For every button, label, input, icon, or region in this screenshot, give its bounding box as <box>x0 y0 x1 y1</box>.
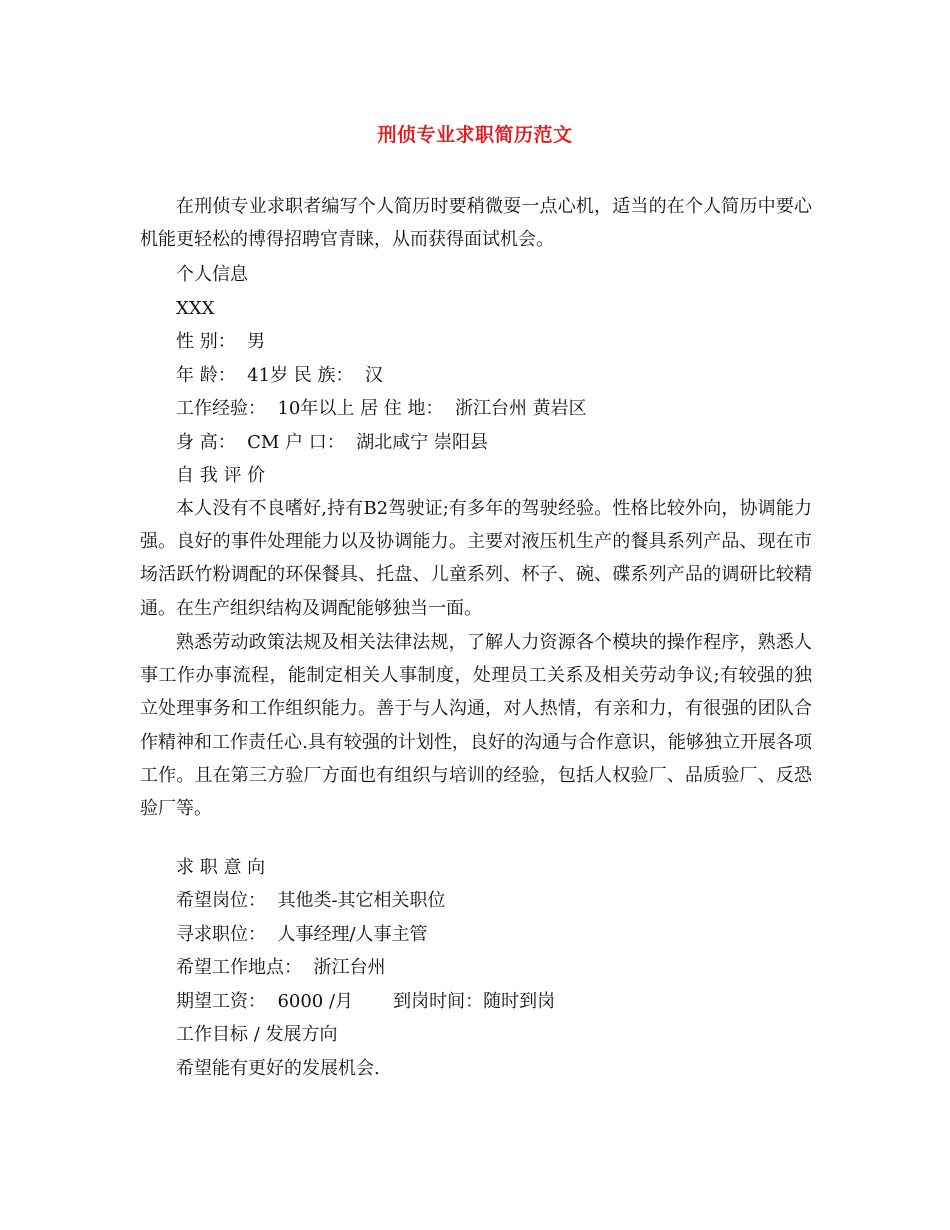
work-goal-line: 希望能有更好的发展机会. <box>176 1058 380 1079</box>
document-title: 刑侦专业求职简历范文 <box>377 124 573 146</box>
desired-location-line: 希望工作地点： 浙江台州 <box>176 957 386 978</box>
height-hukou-line: 身 高： CM 户 口： 湖北咸宁 崇阳县 <box>176 432 488 453</box>
job-intention-heading: 求 职 意 向 <box>176 857 266 878</box>
experience-residence-line: 工作经验： 10年以上 居 住 地： 浙江台州 黄岩区 <box>176 398 587 419</box>
age-ethnicity-line: 年 龄： 41岁 民 族： 汉 <box>176 365 383 386</box>
gender-line: 性 别： 男 <box>176 331 266 352</box>
self-evaluation-paragraph-1: 本人没有不良嗜好,持有B2驾驶证;有多年的驾驶经验。性格比较外向，协调能力强。良好的事件处理能力以及协调能力。主要对液压机生产的餐具系列产品、现在市场活跃竹粉调配的环保餐具、托盘、儿童系列、杯子、碗、碟系列产品的调研比较精通。在生产组织结构及调配能够独当一面。 <box>140 498 812 619</box>
personal-info-heading: 个人信息 <box>176 264 248 285</box>
work-goal-heading: 工作目标 / 发展方向 <box>176 1024 338 1045</box>
intro-paragraph: 在刑侦专业求职者编写个人简历时要稍微耍一点心机，适当的在个人简历中要心机能更轻松的博得招聘官青睐，从而获得面试机会。 <box>140 196 812 251</box>
seeking-position-line: 寻求职位： 人事经理/人事主管 <box>176 924 428 945</box>
expected-salary-line: 期望工资： 6000 /月 到岗时间：随时到岗 <box>176 991 556 1012</box>
desired-position-line: 希望岗位： 其他类-其它相关职位 <box>176 890 446 911</box>
self-evaluation-paragraph-2: 熟悉劳动政策法规及相关法律法规，了解人力资源各个模块的操作程序，熟悉人事工作办事流程，能制定相关人事制度，处理员工关系及相关劳动争议;有较强的独立处理事务和工作组织能力。善于与人沟通，对人热情，有亲和力，有很强的团队合作精神和工作责任心.具有较强的计划性，良好的沟通与合作意识，能够独立开展各项工作。且在第三方验厂方面也有组织与培训的经验，包括人权验厂、品质验厂、反恐验厂等。 <box>140 632 812 820</box>
self-evaluation-heading: 自 我 评 价 <box>176 465 266 486</box>
name-line: XXX <box>176 298 215 319</box>
